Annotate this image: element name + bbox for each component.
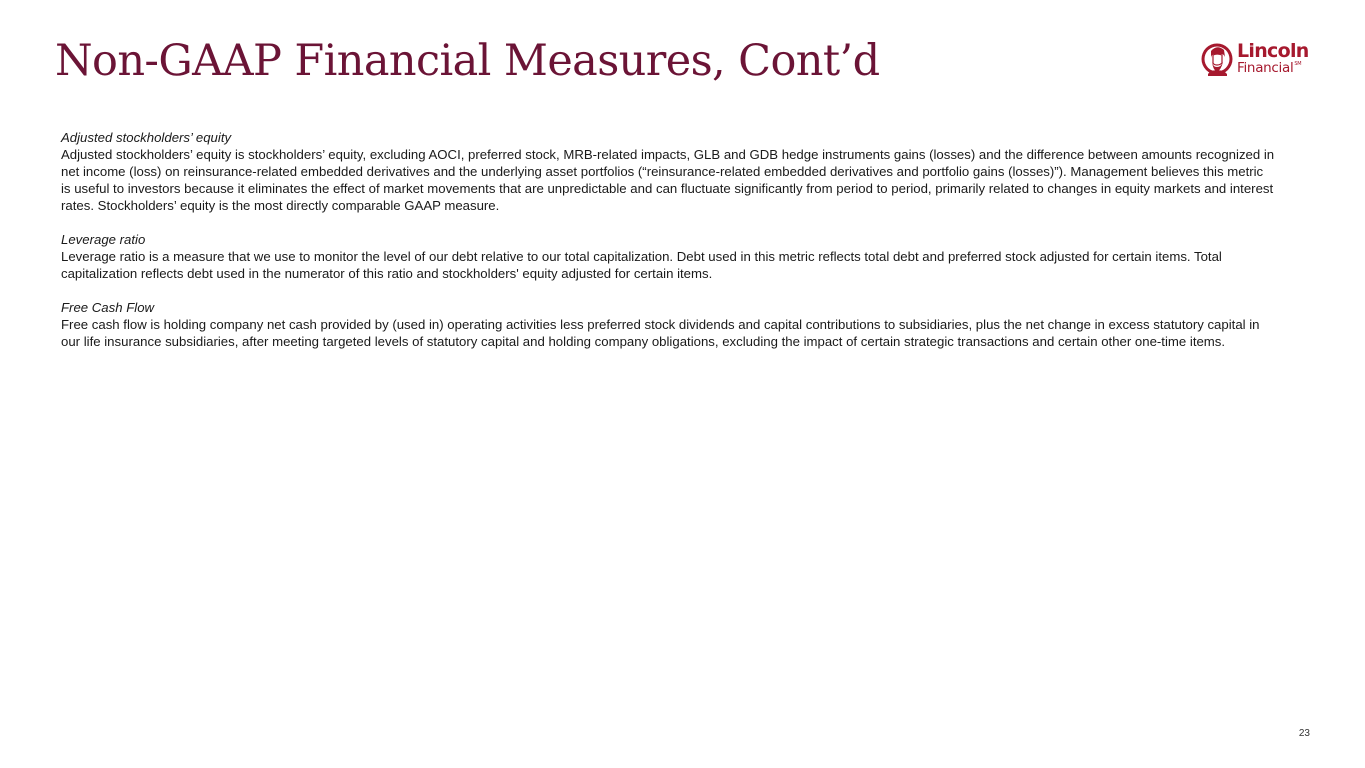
section-body: Adjusted stockholders’ equity is stockholders’ equity, excluding AOCI, preferred stock, MRB-related impacts, GLB and GDB hedge instruments gains (losses) and the difference between amounts recognized in net income (loss) on reinsurance-related embedded derivatives and the underlying asset portfolios (“reinsurance-related embedded derivatives and portfolio gains (losses)”). Management believes this metric is useful to investors because it eliminates the effect of market movements that are unpredictable and can fluctuate significantly from period to period, primarily related to changes in equity markets and interest rates. Stockholders’ equity is the most directly comparable GAAP measure. xyxy=(61,147,1275,213)
section-heading: Leverage ratio xyxy=(61,232,146,247)
logo-word-financial: Financial℠ xyxy=(1237,60,1302,77)
lincoln-portrait-icon xyxy=(1200,39,1234,79)
section-body: Leverage ratio is a measure that we use to monitor the level of our debt relative to our total capitalization. Debt used in this metric reflects total debt and preferred stock adjusted for certain items. Total capitalization reflects debt used in the numerator of this ratio and stockholders' equity adjusted for certain items. xyxy=(61,249,1222,281)
logo-wordmark xyxy=(1237,42,1309,76)
section-leverage-ratio xyxy=(61,231,1276,282)
section-heading: Adjusted stockholders’ equity xyxy=(61,130,232,145)
definitions-content xyxy=(61,129,1276,367)
slide-title: Non-GAAP Financial Measures, Cont’d xyxy=(55,36,880,86)
section-free-cash-flow xyxy=(61,299,1276,350)
lincoln-financial-logo xyxy=(1200,38,1315,80)
logo-trademark: SM xyxy=(1294,61,1302,68)
page-number: 23 xyxy=(1298,728,1310,739)
section-adjusted-stockholders-equity xyxy=(61,129,1276,214)
section-body: Free cash flow is holding company net cash provided by (used in) operating activities less preferred stock dividends and capital contributions to subsidiaries, plus the net change in excess statutory capital in our life insurance subsidiaries, after meeting targeted levels of statutory capital and holding company obligations, excluding the impact of certain strategic transactions and certain other one-time items. xyxy=(61,317,1260,349)
section-heading: Free Cash Flow xyxy=(61,300,155,315)
logo-word-lincoln: Lincoln xyxy=(1237,40,1309,63)
